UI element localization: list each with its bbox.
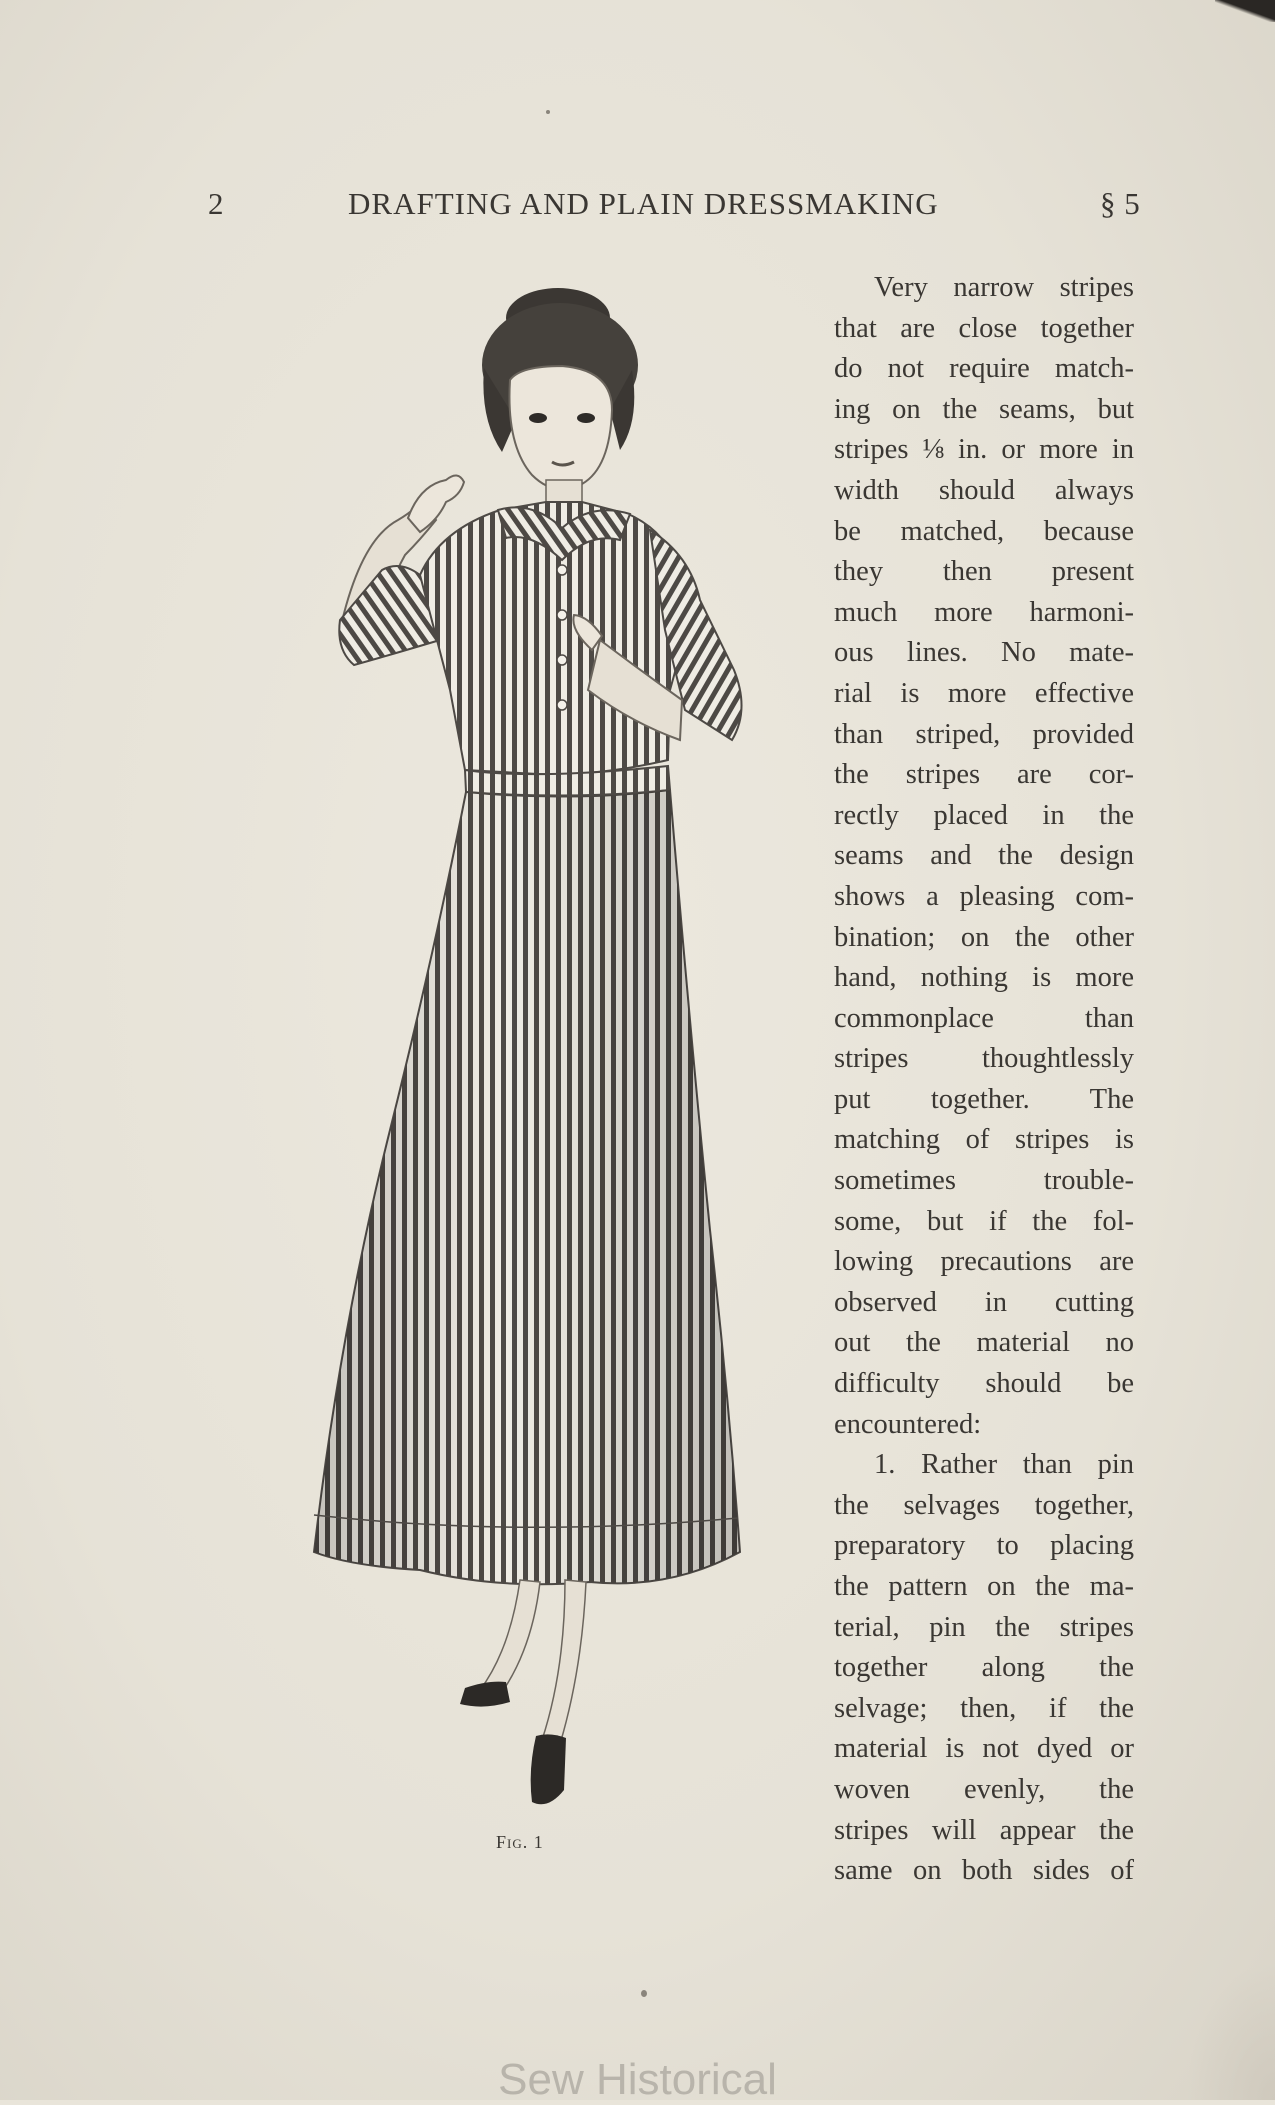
text-line: commonplace than (834, 1002, 1134, 1034)
text-line: be matched, because (834, 515, 1134, 547)
text-line: much more harmoni- (834, 596, 1134, 628)
text-line: put together. The (834, 1083, 1134, 1115)
right-shoe (531, 1734, 566, 1804)
text-line: preparatory to placing (834, 1530, 1134, 1562)
text-line: stripes will appear the (834, 1814, 1134, 1846)
text-line: they then present (834, 556, 1134, 588)
text-line: 1. Rather than pin (874, 1449, 1134, 1481)
text-line: shows a pleasing com- (834, 880, 1134, 912)
text-line: some, but if the fol- (834, 1205, 1134, 1237)
text-line: seams and the design (834, 840, 1134, 872)
text-line: material is not dyed or (834, 1733, 1134, 1765)
text-line: ing on the seams, but (834, 393, 1134, 425)
text-line: stripes ⅛ in. or more in (834, 434, 1134, 466)
text-line: selvage; then, if the (834, 1692, 1134, 1724)
ink-speck (641, 1990, 647, 1997)
text-line: lowing precautions are (834, 1246, 1134, 1278)
text-line: encountered: (834, 1408, 982, 1440)
text-line: hand, nothing is more (834, 962, 1134, 994)
left-shoe (460, 1682, 510, 1707)
text-line: sometimes trouble- (834, 1165, 1134, 1197)
text-line: that are close together (834, 312, 1134, 344)
text-line: than striped, provided (834, 718, 1134, 750)
text-line: same on both sides of (834, 1855, 1134, 1887)
face (509, 366, 612, 489)
text-line: the selvages together, (834, 1489, 1134, 1521)
text-line: out the material no (834, 1327, 1134, 1359)
text-line: width should always (834, 474, 1134, 506)
watermark: Sew Historical (498, 2055, 777, 2104)
text-line: bination; on the other (834, 921, 1134, 953)
text-line: the pattern on the ma- (834, 1571, 1134, 1602)
text-line: rectly placed in the (834, 799, 1134, 831)
text-line: Very narrow stripes (874, 272, 1134, 303)
page-corner-shadow (1215, 0, 1275, 22)
raised-hand (408, 475, 464, 532)
text-line: terial, pin the stripes (834, 1611, 1134, 1643)
text-line: woven evenly, the (834, 1773, 1134, 1805)
text-line: difficulty should be (834, 1368, 1134, 1400)
text-line: stripes thoughtlessly (834, 1043, 1134, 1075)
figure-caption: Fig. 1 (496, 1832, 544, 1852)
text-line: the stripes are cor- (834, 759, 1134, 791)
page-number: 2 (208, 186, 224, 221)
running-title: DRAFTING AND PLAIN DRESSMAKING (348, 186, 939, 221)
ink-speck (546, 110, 550, 114)
text-line: ous lines. No mate- (834, 637, 1134, 669)
legs (480, 1580, 586, 1744)
striped-dress-illustration (270, 270, 760, 1820)
text-line: matching of stripes is (834, 1124, 1134, 1156)
body-text-column (834, 268, 1134, 1892)
running-header (0, 186, 1275, 226)
text-line: together along the (834, 1652, 1134, 1684)
text-line: observed in cutting (834, 1286, 1134, 1318)
section-mark: § 5 (1100, 186, 1141, 221)
text-line: rial is more effective (834, 677, 1134, 709)
text-line: do not require match- (834, 353, 1134, 385)
